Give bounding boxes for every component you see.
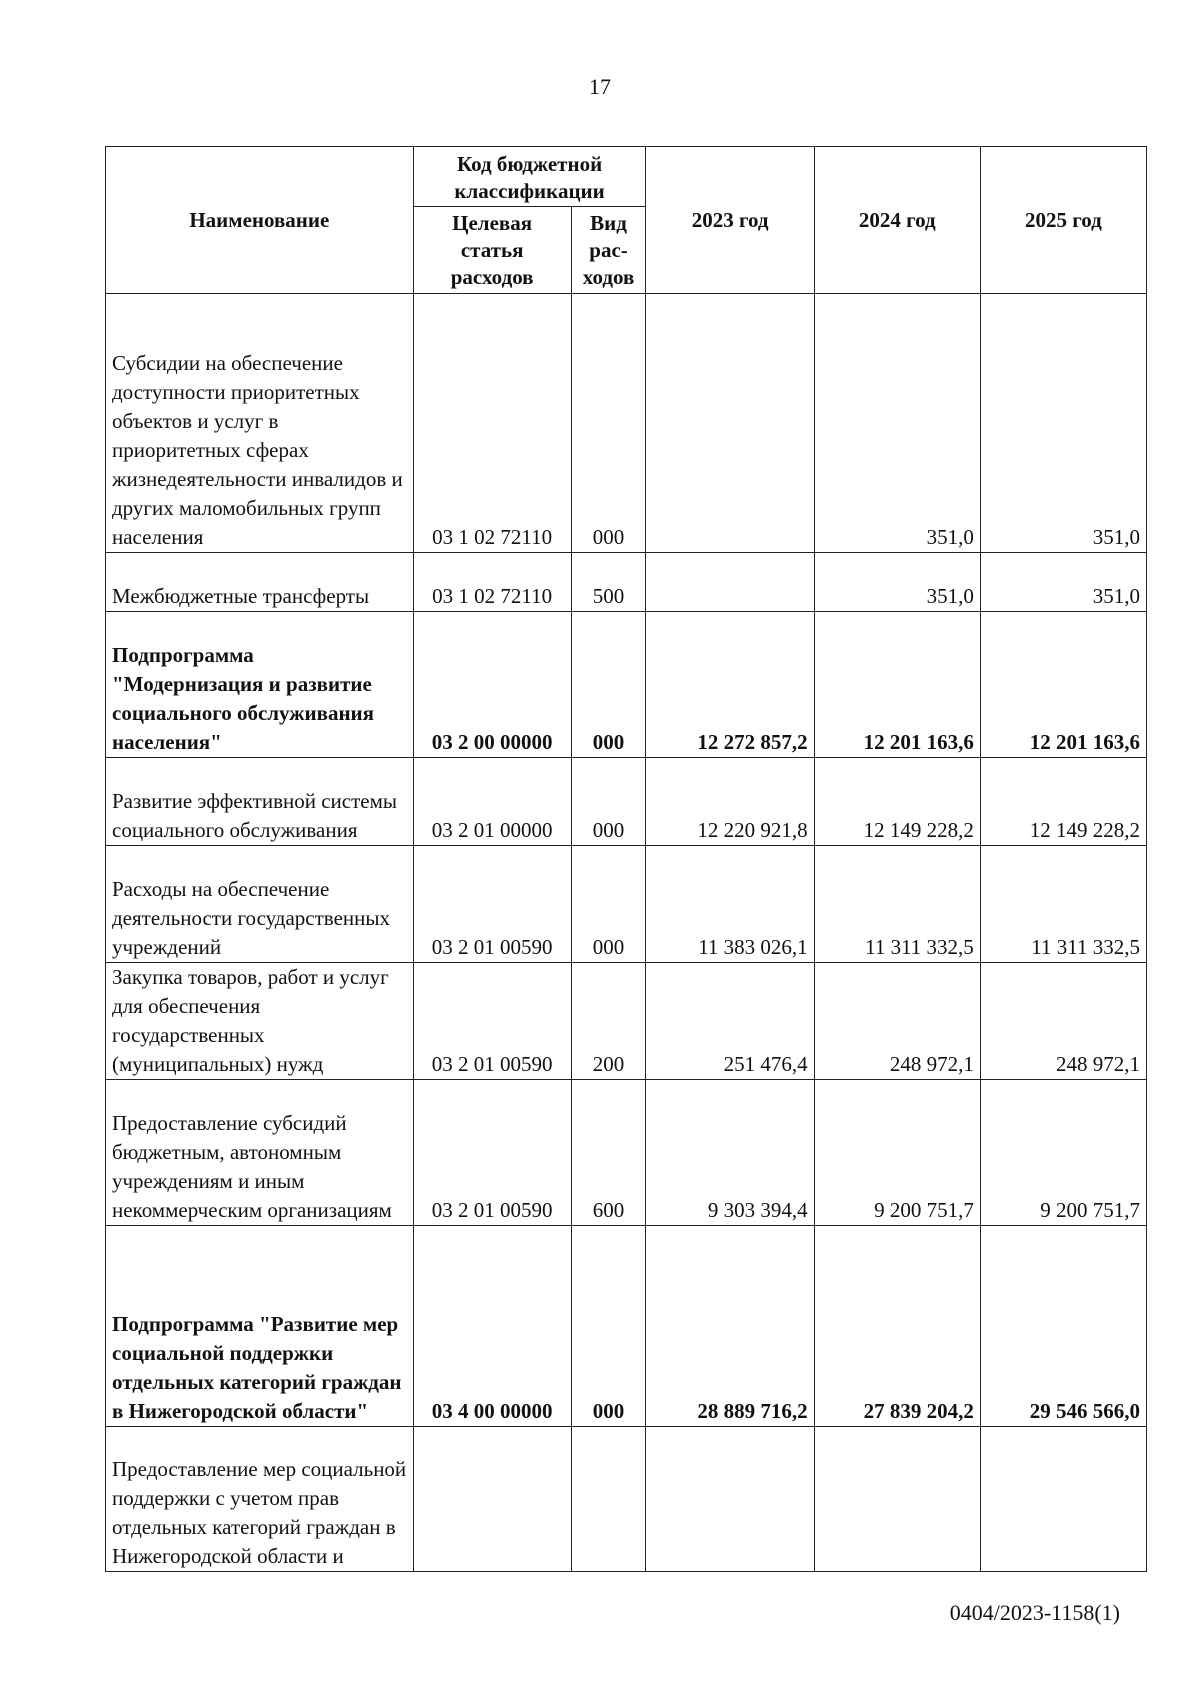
row-2023: 251 476,4 — [646, 963, 814, 1080]
row-2024: 351,0 — [814, 553, 980, 612]
header-name: Наименование — [106, 147, 414, 294]
header-2025: 2025 год — [980, 147, 1146, 294]
header-target-article: Целевая статья расходов — [413, 207, 571, 294]
row-2025: 11 311 332,5 — [980, 846, 1146, 963]
row-code: 03 2 01 00590 — [413, 1080, 571, 1226]
row-2024 — [814, 1427, 980, 1572]
row-2024: 12 201 163,6 — [814, 612, 980, 758]
table-row-subprogram — [106, 1226, 1147, 1427]
row-2025: 12 201 163,6 — [980, 612, 1146, 758]
row-2025: 12 149 228,2 — [980, 758, 1146, 846]
row-2023: 9 303 394,4 — [646, 1080, 814, 1226]
row-2025: 29 546 566,0 — [980, 1226, 1146, 1427]
header-2023: 2023 год — [646, 147, 814, 294]
row-code: 03 2 01 00000 — [413, 758, 571, 846]
row-name: Межбюджетные трансферты — [106, 553, 414, 612]
row-2024: 9 200 751,7 — [814, 1080, 980, 1226]
row-2023: 28 889 716,2 — [646, 1226, 814, 1427]
row-2023: 12 272 857,2 — [646, 612, 814, 758]
row-kind: 000 — [571, 846, 646, 963]
row-code — [413, 1427, 571, 1572]
row-2023 — [646, 553, 814, 612]
row-kind: 000 — [571, 758, 646, 846]
row-2024: 11 311 332,5 — [814, 846, 980, 963]
row-code: 03 4 00 00000 — [413, 1226, 571, 1427]
document-id: 0404/2023-1158(1) — [949, 1600, 1120, 1625]
table-row-subprogram — [106, 612, 1147, 758]
row-name: Подпрограмма "Модернизация и развитие социального обслуживания населения" — [106, 612, 414, 758]
row-2023 — [646, 1427, 814, 1572]
row-code: 03 2 01 00590 — [413, 846, 571, 963]
row-2024: 27 839 204,2 — [814, 1226, 980, 1427]
table-row — [106, 846, 1147, 963]
row-name: Предоставление мер социальной поддержки с учетом прав отдельных категорий граждан в Нижегородской области и — [106, 1427, 414, 1572]
row-code: 03 2 00 00000 — [413, 612, 571, 758]
page-number: 17 — [589, 74, 611, 99]
row-name: Развитие эффективной системы социального обслуживания — [106, 758, 414, 846]
row-name: Субсидии на обеспечение доступности приоритетных объектов и услуг в приоритетных сферах жизнедеятельности инвалидов и других маломобильных групп населения — [106, 294, 414, 553]
row-name: Закупка товаров, работ и услуг для обеспечения государственных (муниципальных) нужд — [106, 963, 414, 1080]
row-2025: 351,0 — [980, 294, 1146, 553]
header-budget-code: Код бюджетной классификации — [413, 147, 646, 207]
table-row — [106, 553, 1147, 612]
row-kind — [571, 1427, 646, 1572]
row-kind: 000 — [571, 294, 646, 553]
table-row — [106, 1427, 1147, 1572]
row-2025: 248 972,1 — [980, 963, 1146, 1080]
row-kind: 200 — [571, 963, 646, 1080]
row-2023: 11 383 026,1 — [646, 846, 814, 963]
row-name: Расходы на обеспечение деятельности государственных учреждений — [106, 846, 414, 963]
row-2025: 351,0 — [980, 553, 1146, 612]
budget-table — [105, 146, 1147, 1572]
row-2023 — [646, 294, 814, 553]
row-2023: 12 220 921,8 — [646, 758, 814, 846]
header-expense-type: Вид рас-ходов — [571, 207, 646, 294]
row-code: 03 1 02 72110 — [413, 553, 571, 612]
table-row — [106, 963, 1147, 1080]
table-row — [106, 758, 1147, 846]
row-2025: 9 200 751,7 — [980, 1080, 1146, 1226]
header-2024: 2024 год — [814, 147, 980, 294]
row-code: 03 1 02 72110 — [413, 294, 571, 553]
row-2024: 12 149 228,2 — [814, 758, 980, 846]
row-name: Предоставление субсидий бюджетным, автономным учреждениям и иным некоммерческим организациям — [106, 1080, 414, 1226]
table-row — [106, 294, 1147, 553]
row-kind: 000 — [571, 1226, 646, 1427]
row-2024: 351,0 — [814, 294, 980, 553]
row-kind: 000 — [571, 612, 646, 758]
row-name: Подпрограмма "Развитие мер социальной поддержки отдельных категорий граждан в Нижегородской области" — [106, 1226, 414, 1427]
table-row — [106, 1080, 1147, 1226]
row-kind: 500 — [571, 553, 646, 612]
row-code: 03 2 01 00590 — [413, 963, 571, 1080]
row-kind: 600 — [571, 1080, 646, 1226]
row-2025 — [980, 1427, 1146, 1572]
row-2024: 248 972,1 — [814, 963, 980, 1080]
